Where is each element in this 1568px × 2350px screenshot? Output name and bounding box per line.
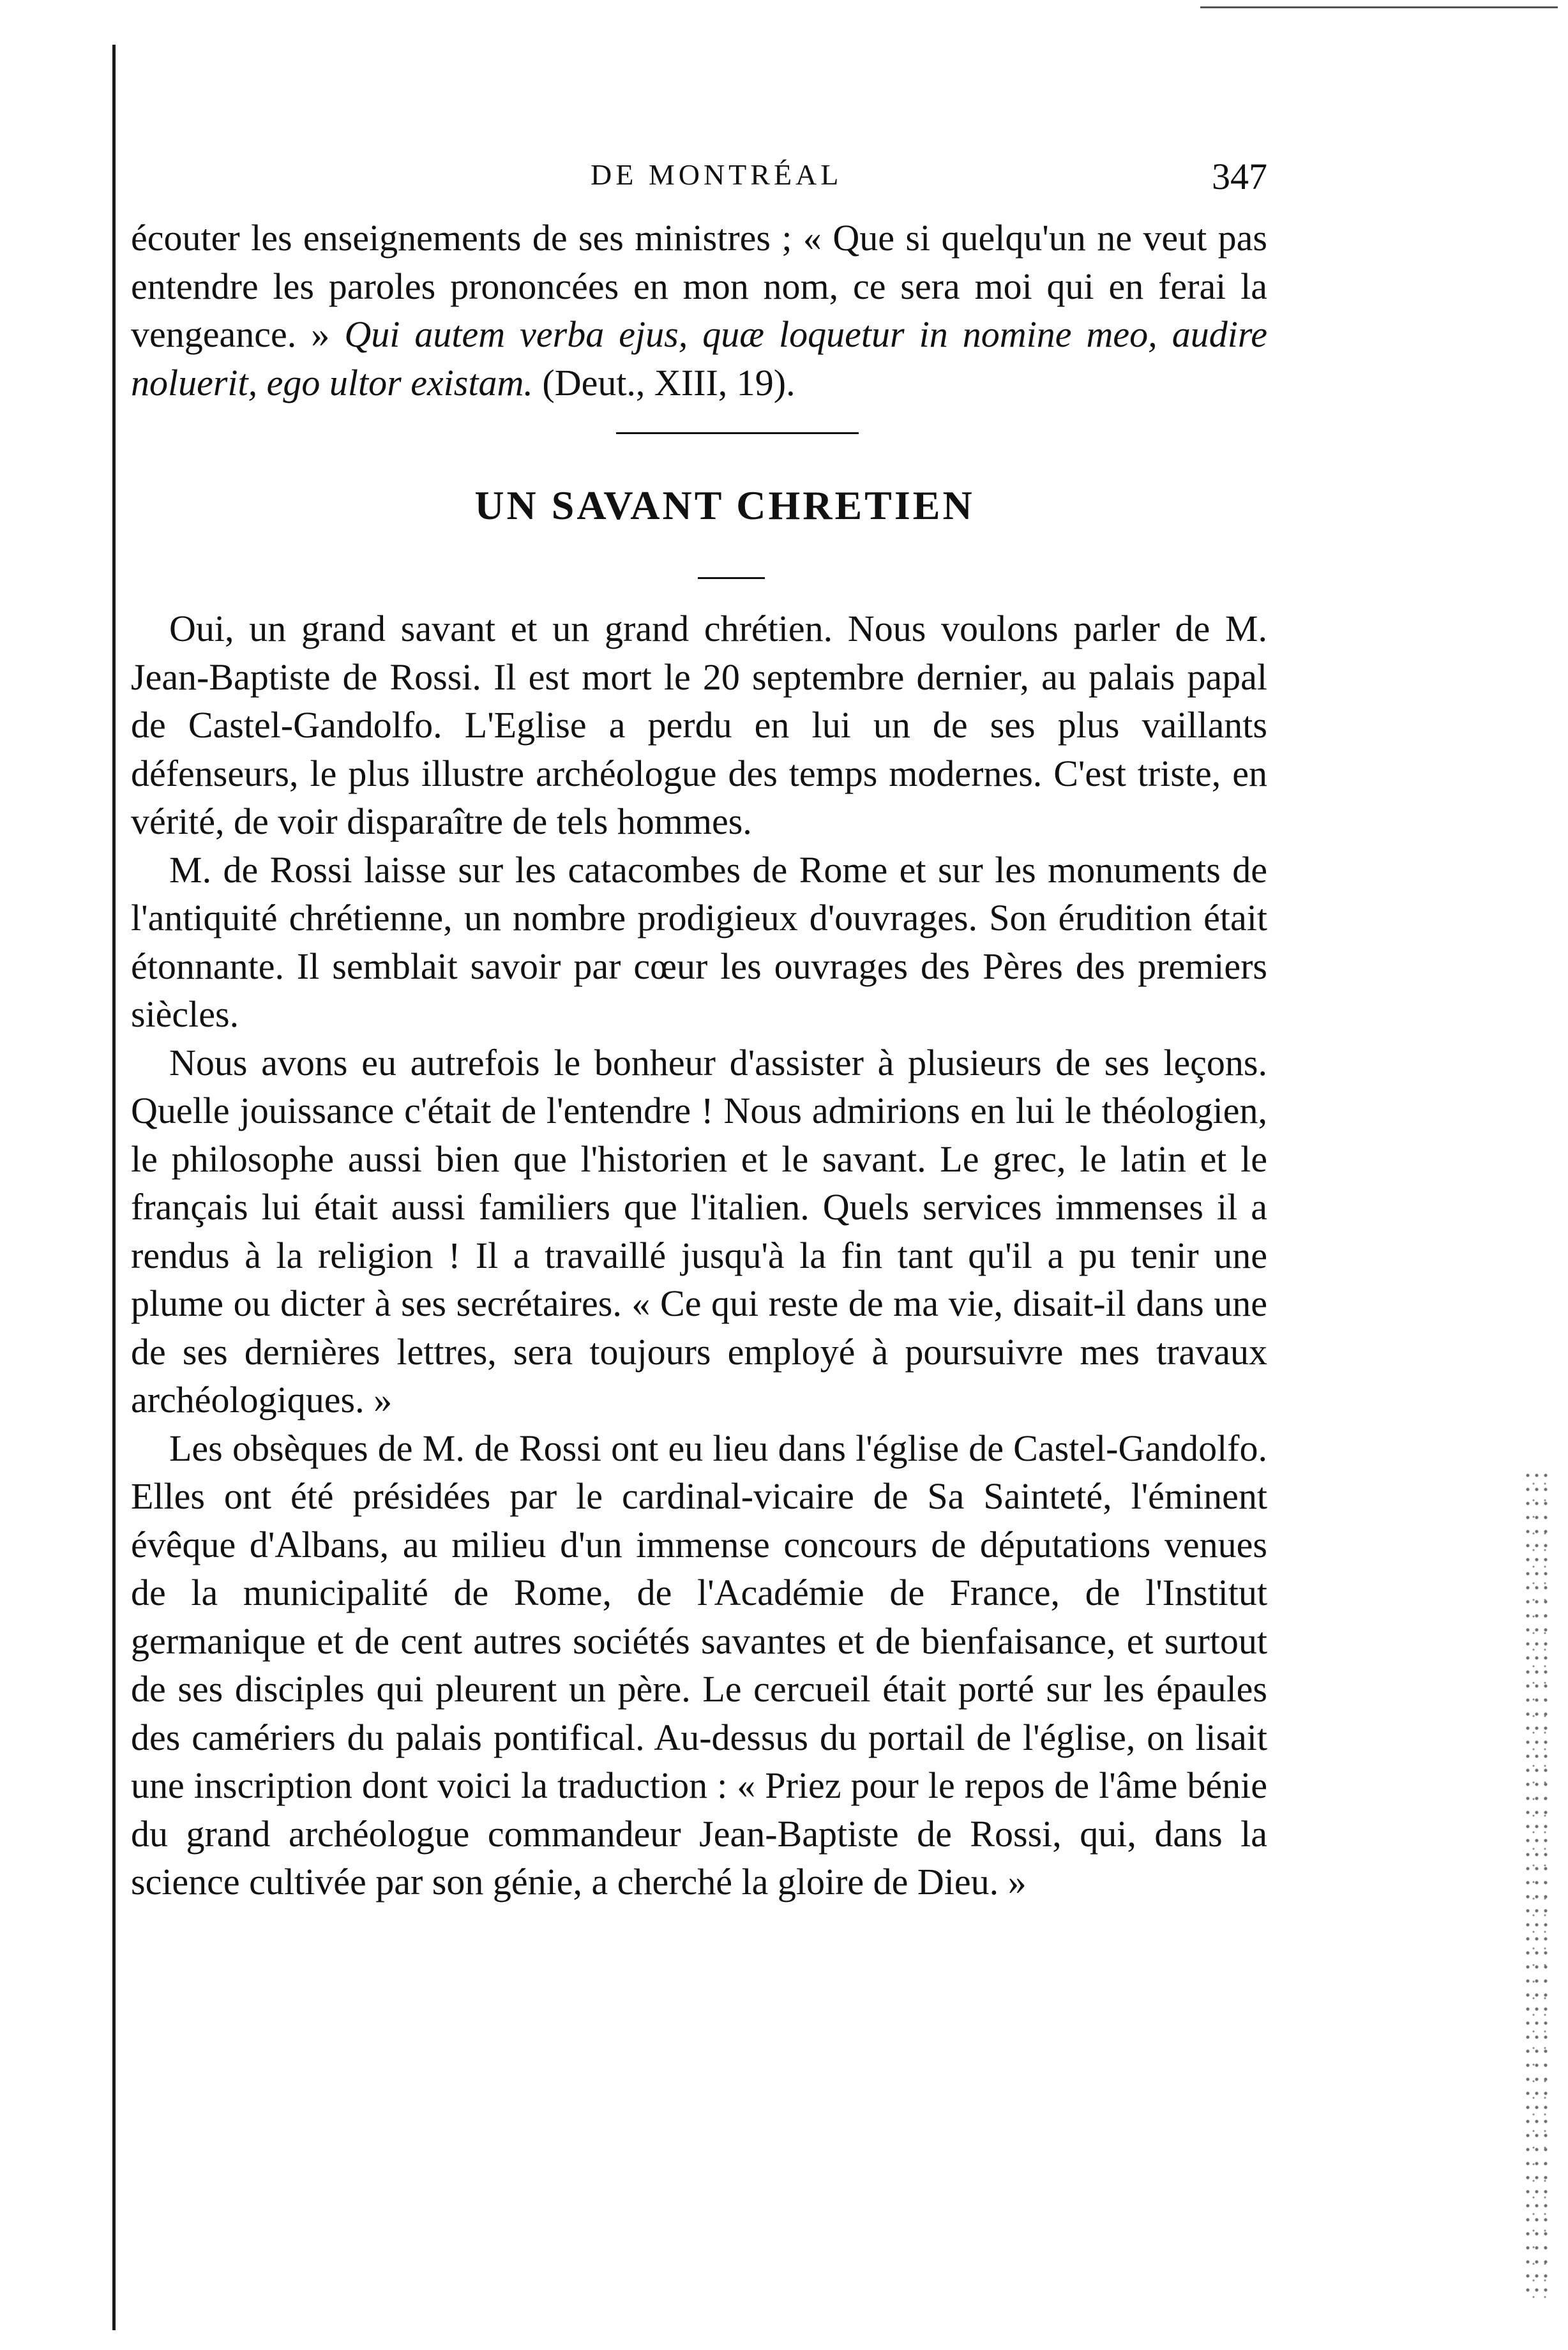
- paragraph-4: Les obsèques de M. de Rossi ont eu lieu dans l'église de Castel-Gandolfo. Elles ont été présidées par le cardinal-vicaire de Sa Sainteté, l'éminent évêque d'Albans, au milieu d'un immense concours de députations venues de la municipalité de Rome, de l'Académie de France, de l'Institut germanique et de cent autres sociétés savantes et de bienfaisance, et surtout de ses disciples qui pleurent un père. Le cercueil était porté sur les épaules des camériers du palais pontifical. Au-dessus du portail de l'église, on lisait une inscription dont voici la traduction : « Priez pour le repos de l'âme bénie du grand archéologue commandeur Jean-Baptiste de Rossi, qui, dans la science cultivée par son génie, a cherché la gloire de Dieu. »: [131, 1427, 1267, 1902]
- latin-quote: Qui autem verba ejus, quæ loquetur in nomine meo, audire noluerit, ego ultor existam.: [131, 313, 1267, 403]
- paragraph-text: écouter les enseignements de ses ministres ; « Que si quelqu'un ne veut pas entendre les paroles prononcées en mon nom, ce sera moi qui en ferai la vengeance. »: [131, 217, 1267, 355]
- paragraph-3: Nous avons eu autrefois le bonheur d'assister à plusieurs de ses leçons. Quelle jouissance c'était de l'entendre ! Nous admirions en lui le théologien, le philosophe aussi bien que l'historien et le savant. Le grec, le latin et le français lui était aussi familiers que l'italien. Quels services immenses il a rendus à la religion ! Il a travaillé jusqu'à la fin tant qu'il a pu tenir une plume ou dicter à ses secrétaires. « Ce qui reste de ma vie, disait-il dans une de ses dernières lettres, sera toujours employé à poursuivre mes travaux archéologiques. »: [131, 1041, 1267, 1420]
- section-heading: UN SAVANT CHRETIEN: [474, 483, 975, 528]
- heading-rule: [698, 577, 765, 579]
- paragraph-continuation: [131, 214, 1267, 407]
- running-title: DE MONTRÉAL: [591, 158, 843, 191]
- page-number: 347: [1212, 156, 1267, 197]
- scripture-reference: (Deut., XIII, 19).: [542, 361, 795, 403]
- running-head: [131, 144, 1267, 214]
- book-page: [131, 144, 1267, 1906]
- paragraph-1: Oui, un grand savant et un grand chrétien. Nous voulons parler de M. Jean-Baptiste de Rossi. Il est mort le 20 septembre dernier, au palais papal de Castel-Gandolfo. L'Eglise a perdu en lui un de ses plus vaillants défenseurs, le plus illustre archéologue des temps modernes. C'est triste, en vérité, de voir disparaître de tels hommes.: [131, 608, 1267, 842]
- paragraph-2: M. de Rossi laisse sur les catacombes de Rome et sur les monuments de l'antiquité chrétienne, un nombre prodigieux d'ouvrages. Son érudition était étonnante. Il semblait savoir par cœur les ouvrages des Pères des premiers siècles.: [131, 848, 1267, 1035]
- scan-edge-top: [1200, 6, 1558, 8]
- scan-edge-left: [112, 45, 116, 2330]
- section-divider: [616, 432, 859, 434]
- scan-speckle: [1523, 1468, 1549, 2298]
